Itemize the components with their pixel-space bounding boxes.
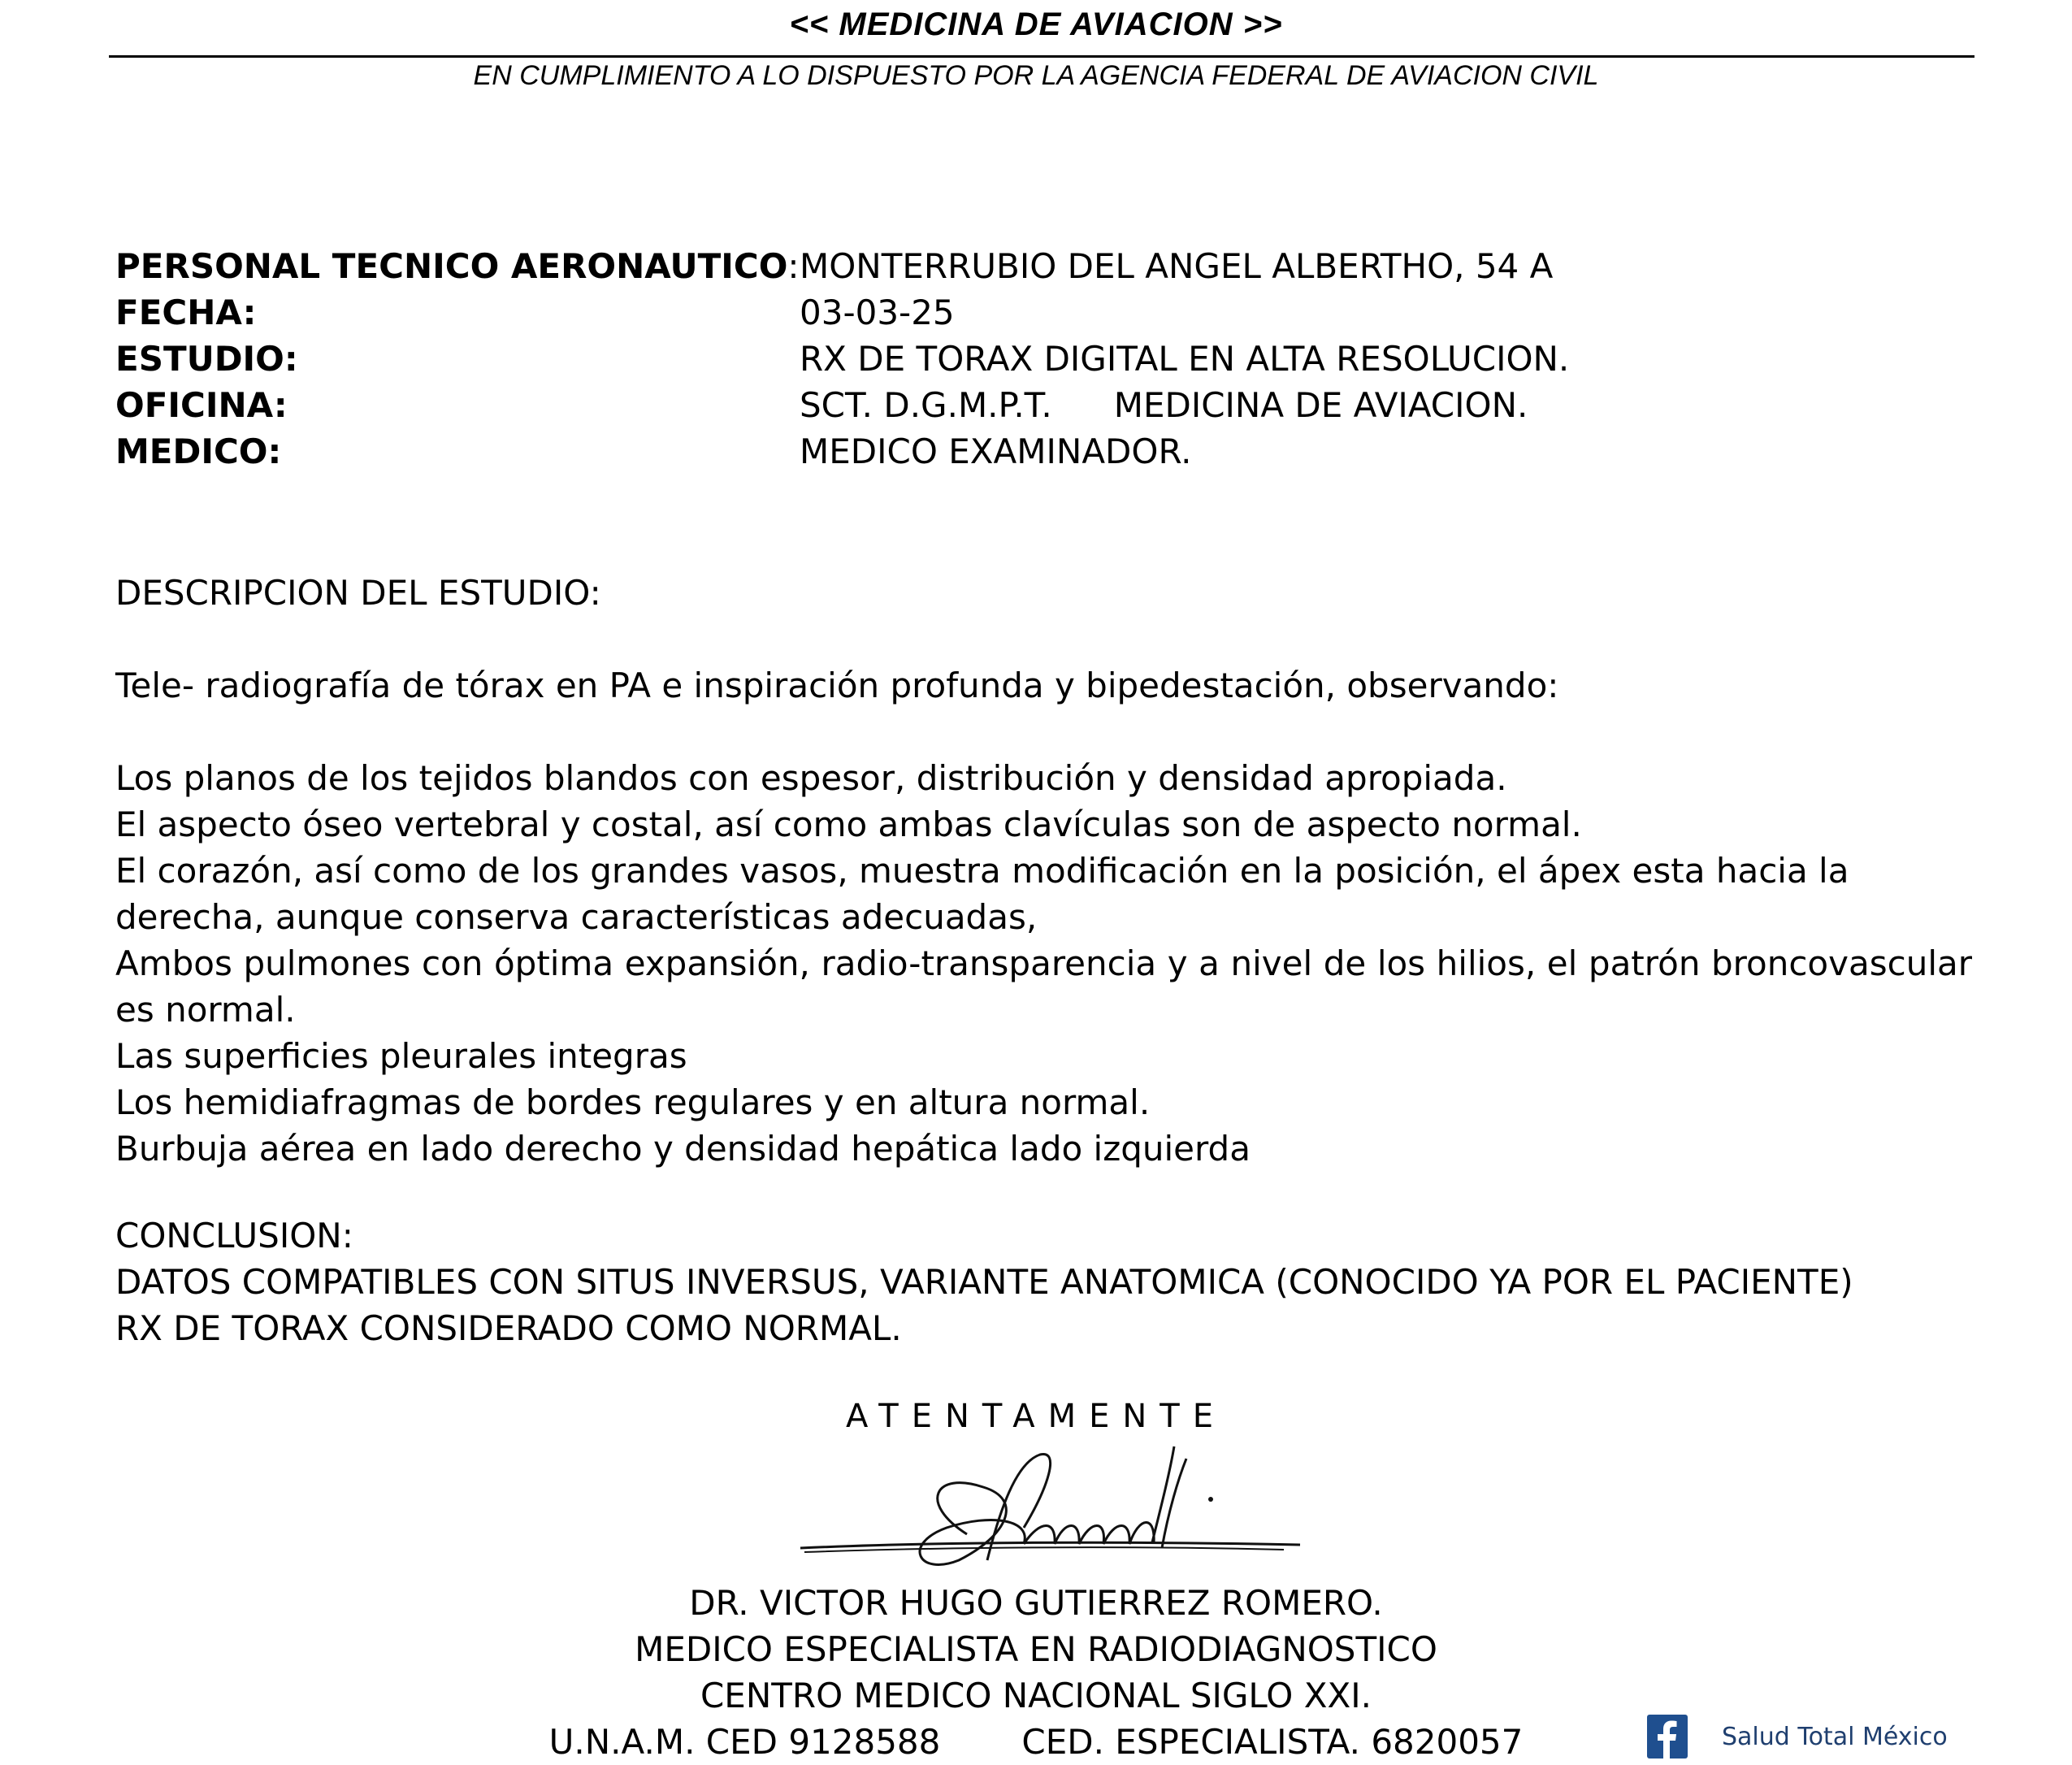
medico-value: MEDICO EXAMINADOR. xyxy=(800,431,1192,471)
finding-item: El aspecto óseo vertebral y costal, así como ambas clavículas son de aspecto normal. xyxy=(115,804,1582,844)
header-subtitle: EN CUMPLIMIENTO A LO DISPUESTO POR LA AGENCIA FEDERAL DE AVIACION CIVIL xyxy=(473,60,1599,91)
medico-label: MEDICO: xyxy=(115,431,282,471)
handwritten-signature xyxy=(780,1438,1333,1585)
oficina-label: OFICINA: xyxy=(115,385,288,425)
finding-item: Ambos pulmones con óptima expansión, radio-transparencia y a nivel de los hilios, el patrón broncovascular es normal. xyxy=(115,943,1972,1030)
doctor-name: DR. VICTOR HUGO GUTIERREZ ROMERO. xyxy=(689,1583,1383,1623)
conclusion-heading: CONCLUSION: xyxy=(115,1216,353,1255)
findings-list xyxy=(115,755,1972,1172)
personal-value: MONTERRUBIO DEL ANGEL ALBERTHO, 54 A xyxy=(800,246,1554,286)
doctor-institution: CENTRO MEDICO NACIONAL SIGLO XXI. xyxy=(700,1676,1372,1715)
finding-item: Las superficies pleurales integras xyxy=(115,1036,687,1076)
header-rule xyxy=(109,55,1974,58)
finding-item: Burbuja aérea en lado derecho y densidad hepática lado izquierda xyxy=(115,1129,1251,1169)
finding-item: El corazón, así como de los grandes vasos, muestra modificación en la posición, el ápex esta hacia la derecha, aunque conserva características adecuadas, xyxy=(115,851,1849,937)
header-title: << MEDICINA DE AVIACION >> xyxy=(789,7,1283,42)
conclusion-line: DATOS COMPATIBLES CON SITUS INVERSUS, VARIANTE ANATOMICA (CONOCIDO YA POR EL PACIENTE) xyxy=(115,1262,1853,1302)
facebook-icon xyxy=(1647,1715,1688,1758)
conclusion-line: RX DE TORAX CONSIDERADO COMO NORMAL. xyxy=(115,1308,902,1348)
finding-item: Los planos de los tejidos blandos con espesor, distribución y densidad apropiada. xyxy=(115,758,1507,798)
doctor-credentials: U.N.A.M. CED 9128588 CED. ESPECIALISTA. 6820057 xyxy=(548,1722,1524,1762)
description-intro: Tele- radiografía de tórax en PA e inspiración profunda y bipedestación, observando: xyxy=(115,666,1559,705)
closing-text: ATENTAMENTE xyxy=(846,1398,1226,1435)
doctor-title: MEDICO ESPECIALISTA EN RADIODIAGNOSTICO xyxy=(635,1629,1437,1669)
estudio-value: RX DE TORAX DIGITAL EN ALTA RESOLUCION. xyxy=(800,339,1570,379)
description-heading: DESCRIPCION DEL ESTUDIO: xyxy=(115,573,601,613)
social-label[interactable]: Salud Total México xyxy=(1722,1722,1948,1751)
estudio-label: ESTUDIO: xyxy=(115,339,298,379)
personal-label: PERSONAL TECNICO AERONAUTICO: xyxy=(115,246,800,286)
conclusion xyxy=(115,1212,1972,1351)
social-link[interactable] xyxy=(1647,1714,1948,1759)
fecha-value: 03-03-25 xyxy=(800,293,955,332)
oficina-value: SCT. D.G.M.P.T. MEDICINA DE AVIACION. xyxy=(800,385,1528,425)
finding-item: Los hemidiafragmas de bordes regulares y en altura normal. xyxy=(115,1082,1151,1122)
fecha-label: FECHA: xyxy=(115,293,257,332)
